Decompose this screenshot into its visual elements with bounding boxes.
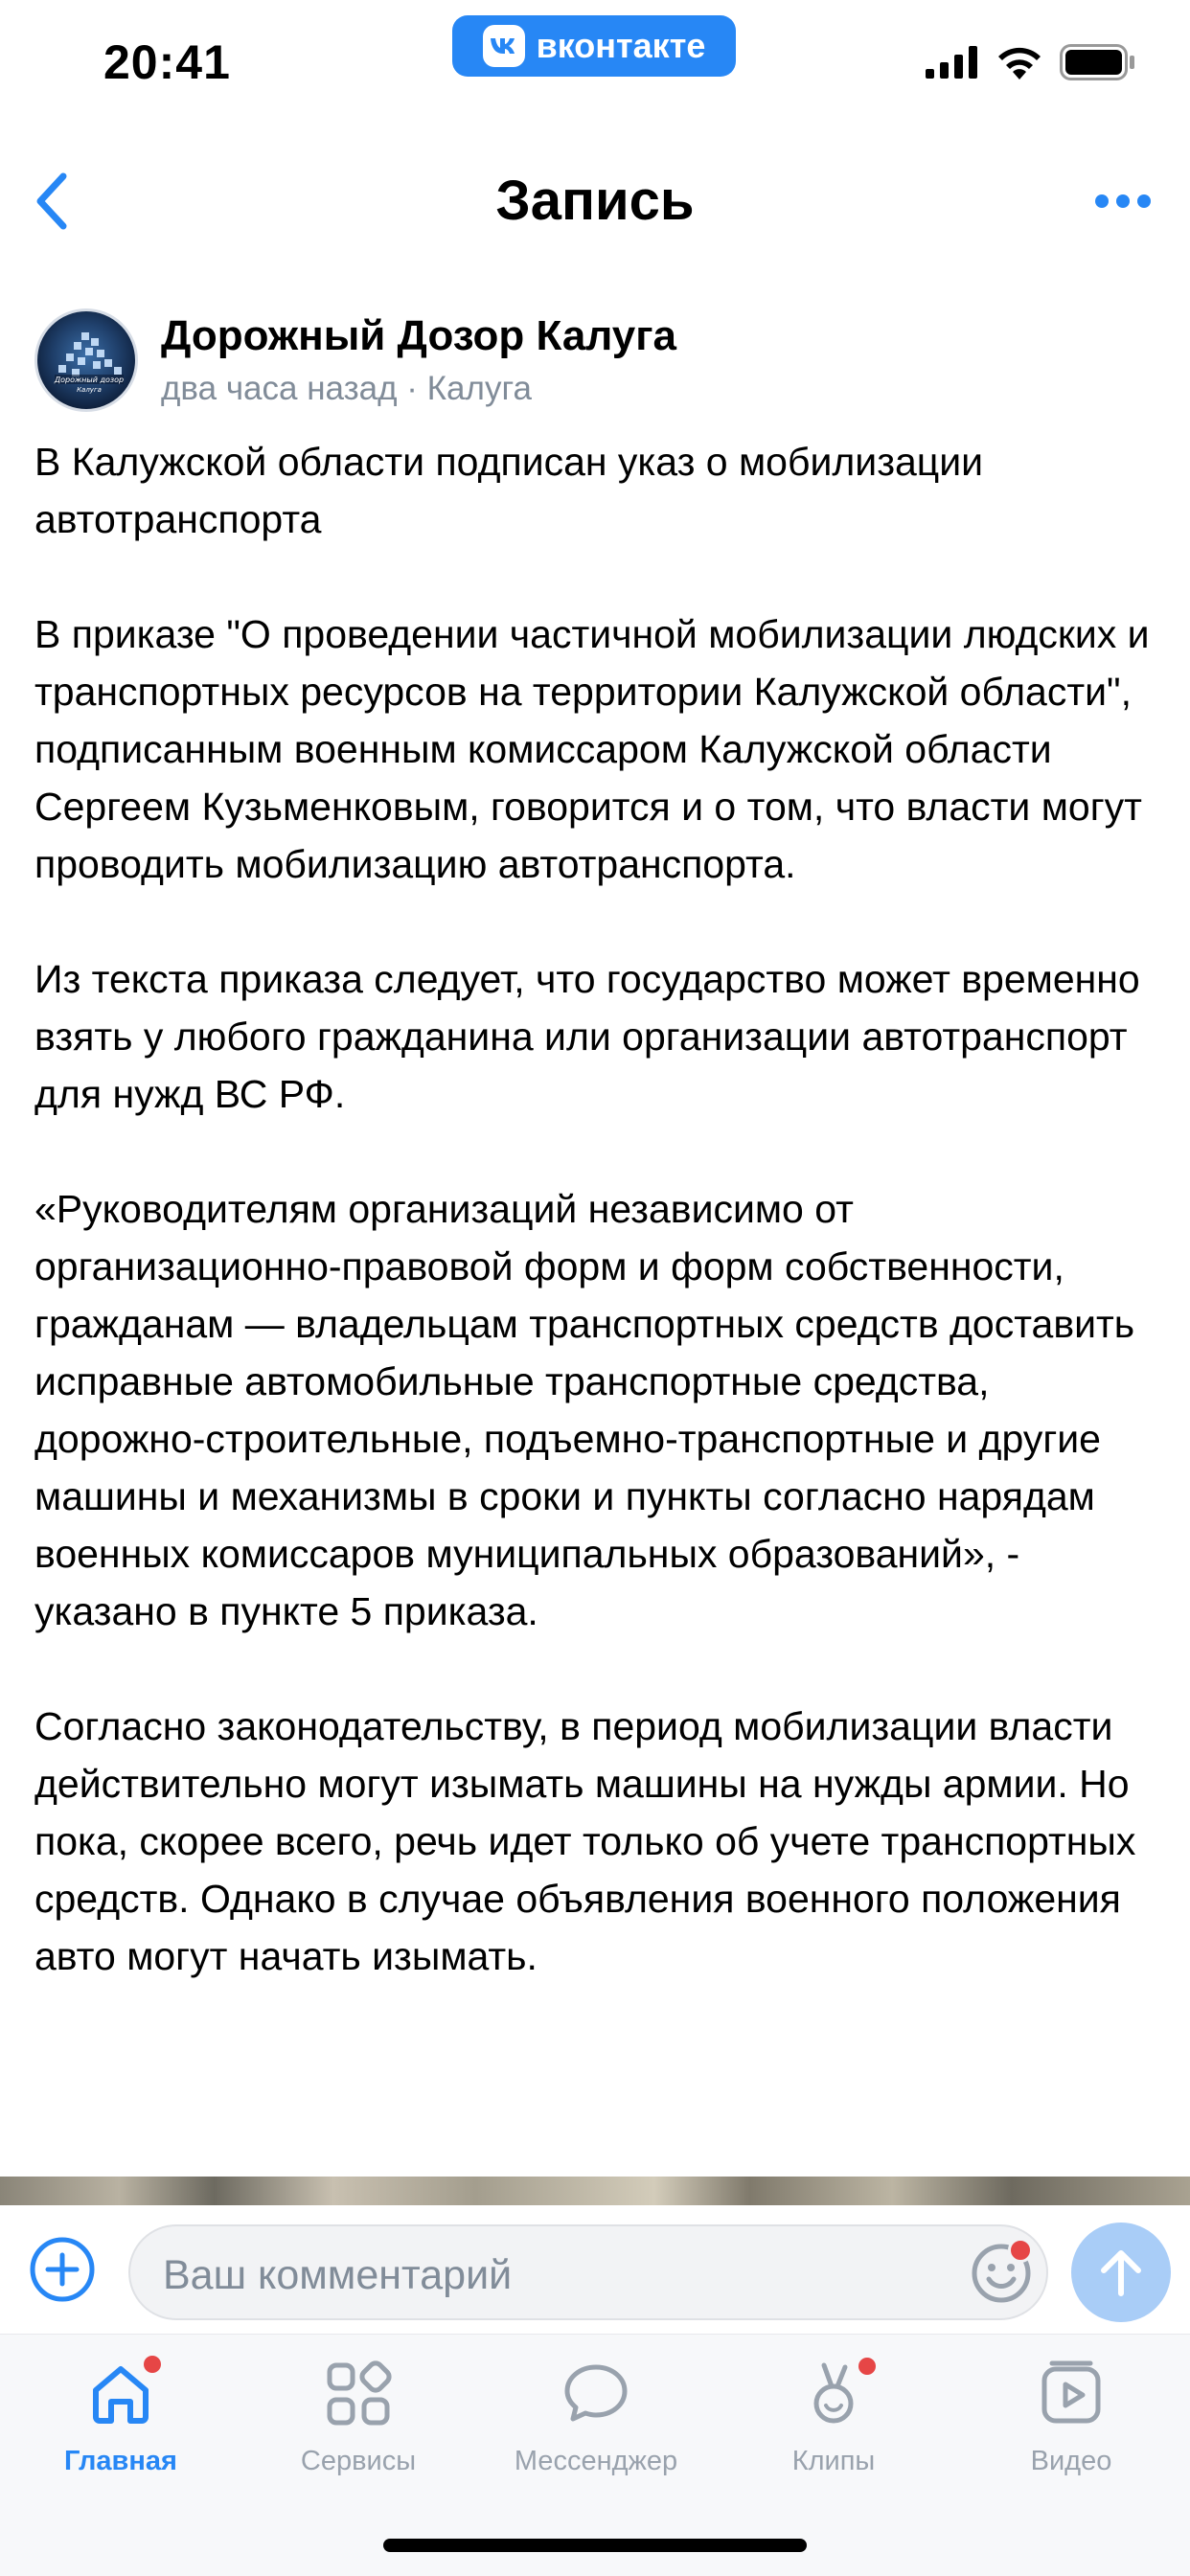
messenger-icon [558,2356,634,2432]
notification-dot [1008,2238,1033,2263]
send-button[interactable] [1071,2223,1171,2322]
tab-home[interactable] [25,2356,217,2477]
svg-text:Дорожный дозор: Дорожный дозор [54,376,125,384]
post-paragraph: «Руководителям организаций независимо от организационно-правовой форм и форм собственности, гражданам — владельцам транспортных средств доставить исправные автомобильные транспортные средства, дорожно-строительные, подъемно-транспортные и другие машины и механизмы в сроки и пункты согласно нарядам военных комиссаров муниципальных образований», - указано в пункте 5 приказа. [34,1187,1135,1633]
tab-clips[interactable] [738,2356,929,2477]
avatar-logo-icon [37,311,138,412]
plus-circle-icon[interactable] [29,2236,96,2303]
tab-label: Главная [64,2446,177,2476]
vk-return-pill[interactable] [452,15,736,77]
arrow-up-icon [1098,2247,1144,2297]
comment-placeholder: Ваш комментарий [163,2252,513,2298]
signal-icon [926,46,979,79]
video-icon [1033,2356,1110,2432]
tab-services[interactable] [263,2356,454,2477]
more-horizontal-icon[interactable] [1094,194,1152,209]
post-paragraph: Из текста приказа следует, что государство может временно взять у любого гражданина или организации автотранспорт для нужд ВС РФ. [34,957,1140,1116]
comment-input[interactable] [128,2224,1048,2320]
tab-label: Мессенджер [514,2446,678,2476]
wifi-icon [996,45,1042,80]
post-paragraph: Согласно законодательству, в период мобилизации власти действительно могут изымать машины на нужды армии. Но пока, скорее всего, речь идет только об учете транспортных средств. Однако в случае объявления военного положения авто могут начать изымать. [34,1704,1136,1978]
meta-separator: · [406,370,418,407]
post-body [34,433,1156,2042]
home-indicator[interactable] [383,2539,807,2552]
avatar[interactable] [34,308,138,412]
vk-app-label: вконтакте [536,26,706,65]
tab-messenger[interactable] [500,2356,692,2477]
status-icons [926,44,1136,80]
page-title: Запись [495,170,695,232]
home-badge [144,2356,161,2373]
vk-logo-icon [483,25,525,67]
nav-header [0,144,1190,259]
battery-icon [1060,44,1136,80]
post-location[interactable]: Калуга [426,370,532,407]
post-paragraph: В приказе "О проведении частичной мобилизации людских и транспортных ресурсов на территории Калужской области", подписанным военным комиссаром Калужской области Сергеем Кузьменковым, говорится и о том, что власти могут проводить мобилизацию автотранспорта. [34,612,1150,886]
tab-label: Видео [1030,2446,1112,2476]
post-photo-attachment[interactable] [0,2177,1190,2205]
post-paragraph: В Калужской области подписан указ о мобилизации автотранспорта [34,440,984,541]
clips-badge [858,2358,876,2375]
svg-text:Калуга: Калуга [77,386,102,394]
status-bar [0,0,1190,115]
post-meta [161,370,532,408]
tab-label: Сервисы [300,2446,417,2476]
tab-label: Клипы [791,2446,876,2476]
tab-video[interactable] [975,2356,1167,2477]
post-time: два часа назад [161,370,398,407]
status-time: 20:41 [103,35,231,89]
post-author-name[interactable]: Дорожный Дозор Калуга [161,312,676,359]
comment-bar [0,2205,1190,2330]
services-icon [320,2356,397,2432]
